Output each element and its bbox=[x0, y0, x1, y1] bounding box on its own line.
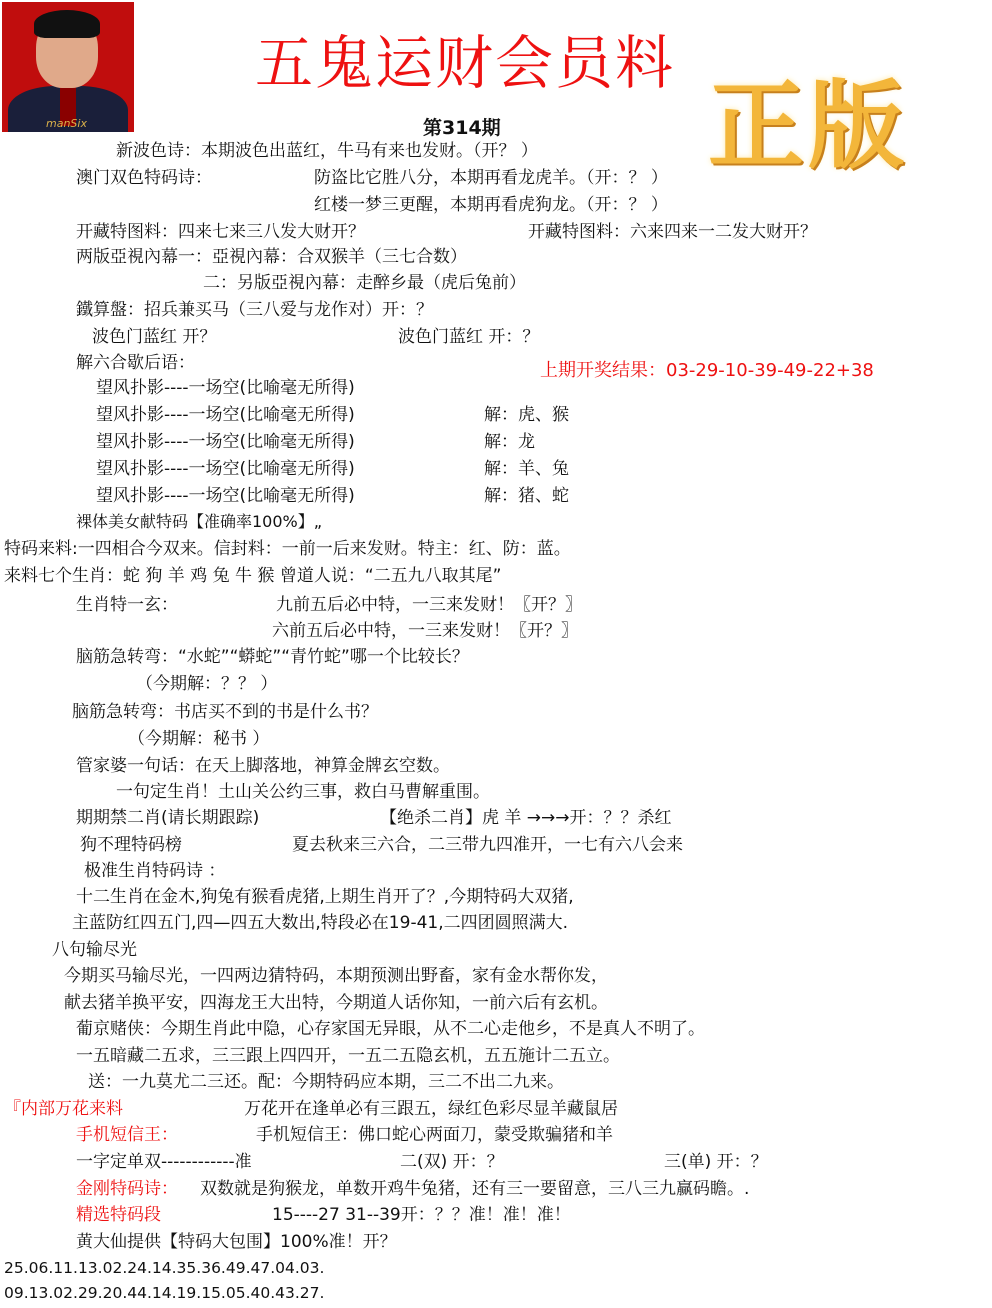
line-riddle-heading: 解六合歇后语： bbox=[76, 353, 195, 373]
line-brain-teaser-1: 脑筋急转弯：“水蛇”“蟒蛇”“青竹蛇”哪一个比较长？ bbox=[76, 647, 469, 667]
line-zodiac-mystery-label: 生肖特一玄： bbox=[76, 595, 178, 615]
line-riddle-5: 望风扑影----一场空(比喻毫无所得) bbox=[96, 486, 355, 506]
portrait-hair bbox=[34, 10, 100, 38]
line-selected-range: 15----27 31--39开：？？准！准！准！ bbox=[272, 1205, 571, 1225]
page-title: 五鬼运财会员料 bbox=[255, 29, 676, 97]
portrait-photo bbox=[2, 2, 134, 132]
line-vajra-poem: 双数就是狗猴龙，单数开鸡牛兔猪，还有三一要留意，三八三九赢码瞻。. bbox=[200, 1179, 750, 1199]
line-even-open: 二(双) 开：？ bbox=[400, 1152, 504, 1172]
line-accurate-poem-1: 十二生肖在金木,狗兔有猴看虎猪,上期生肖开了？,今期特码大双猪, bbox=[76, 887, 574, 907]
issue-number: 第314期 bbox=[423, 117, 501, 139]
line-accurate-poem-2: 主蓝防红四五门,四—四五大数出,特段必在19-41,二四团圆照满大. bbox=[72, 913, 569, 933]
line-one-zodiac: 一句定生肖！土山关公约三事，救白马曹解重围。 bbox=[116, 782, 490, 802]
line-riddle-4-answer: 解：羊、兔 bbox=[484, 459, 569, 479]
line-riddle-3-answer: 解：龙 bbox=[484, 432, 535, 452]
line-banned-two-label: 期期禁二肖(请长期跟踪) bbox=[76, 808, 260, 828]
line-banned-two: 【绝杀二肖】虎 羊 →→→开：？？杀红 bbox=[380, 808, 672, 828]
line-riddle-2: 望风扑影----一场空(比喻毫无所得) bbox=[96, 405, 355, 425]
line-macau-poem-label: 澳门双色特码诗： bbox=[76, 168, 212, 188]
line-send-match: 送：一九莫尤二三还。配：今期特码应本期，三二不出二九来。 bbox=[88, 1072, 564, 1092]
line-inner-flower-label: 『内部万花来料 bbox=[4, 1099, 123, 1119]
line-zodiac-mystery-2: 六前五后必中特，一三来发财！〖开？〗 bbox=[272, 621, 578, 641]
line-brain-teaser-2-answer: （今期解：秘书 ） bbox=[128, 729, 270, 749]
photo-caption: manSix bbox=[46, 117, 87, 130]
line-wave-door-1: 波色门蓝红 开？ bbox=[92, 327, 217, 347]
line-sms-king-label: 手机短信王： bbox=[76, 1125, 178, 1145]
line-hidden-pic-2: 开藏特图料：六来四来一二发大财开？ bbox=[528, 222, 817, 242]
line-brain-teaser-2: 脑筋急转弯：书店买不到的书是什么书？ bbox=[72, 702, 378, 722]
line-gou-bu-li: 夏去秋来三六合，二三带九四准开，一七有六八会来 bbox=[292, 835, 683, 855]
line-eight-sentences-heading: 八句输尽光 bbox=[52, 940, 137, 960]
line-special-code: 裸体美女献特码【准确率100%】„ bbox=[76, 512, 323, 531]
line-housekeeper: 管家婆一句话：在天上脚落地，神算金牌玄空数。 bbox=[76, 756, 450, 776]
line-hidden-pic-1: 开藏特图料：四来七来三八发大财开？ bbox=[76, 222, 365, 242]
line-riddle-3: 望风扑影----一场空(比喻毫无所得) bbox=[96, 432, 355, 452]
line-riddle-2-answer: 解：虎、猴 bbox=[484, 405, 569, 425]
line-accurate-poem-heading: 极准生肖特码诗 ： bbox=[84, 861, 226, 881]
line-zodiac-mystery-1: 九前五后必中特，一三来发财！〖开？〗 bbox=[276, 595, 582, 615]
line-abacus: 鐵算盤：招兵兼买马（三八爱与龙作对）开：？ bbox=[76, 300, 433, 320]
line-macau-poem-2: 红楼一梦三更醒，本期再看虎狗龙。（开：？ ） bbox=[314, 195, 668, 215]
line-riddle-5-answer: 解：猪、蛇 bbox=[484, 486, 569, 506]
line-selected-range-label: 精选特码段 bbox=[76, 1205, 161, 1225]
line-hidden-numbers: 一五暗藏二五求，三三跟上四四开，一五二五隐玄机，五五施计二五立。 bbox=[76, 1046, 620, 1066]
line-wave-color-poem: 新波色诗：本期波色出蓝红，牛马有来也发财。（开？ ） bbox=[116, 141, 538, 161]
number-list-2: 09.13.02.29.20.44.14.19.15.05.40.43.27. bbox=[4, 1284, 325, 1302]
last-draw-result: 上期开奖结果：03-29-10-39-49-22+38 bbox=[540, 360, 874, 381]
line-sms-king: 手机短信王：佛口蛇心两面刀，蒙受欺骗猪和羊 bbox=[256, 1125, 613, 1145]
line-atv-inside-1: 两版亞視內幕一：亞視內幕：合双猴羊（三七合数） bbox=[76, 247, 467, 267]
line-inner-flower: 万花开在逢单必有三跟五，绿红色彩尽显羊藏鼠居 bbox=[244, 1099, 618, 1119]
number-list-1: 25.06.11.13.02.24.14.35.36.49.47.04.03. bbox=[4, 1259, 325, 1277]
line-lisboa-gambler: 葡京赌侠：今期生肖此中隐，心存家国无异眼，从不二心走他乡，不是真人不明了。 bbox=[76, 1019, 705, 1039]
authentic-stamp: 正版 bbox=[708, 69, 908, 182]
line-odd-open: 三(单) 开：？ bbox=[664, 1152, 768, 1172]
line-wave-door-2: 波色门蓝红 开：？ bbox=[398, 327, 540, 347]
line-odd-even-label: 一字定单双------------准 bbox=[76, 1152, 252, 1172]
line-seven-zodiacs: 来料七个生肖：蛇 狗 羊 鸡 兔 牛 猴 曾道人说：“二五九八取其尾” bbox=[4, 566, 502, 586]
line-macau-poem-1: 防盗比它胜八分，本期再看龙虎羊。（开：？ ） bbox=[314, 168, 668, 188]
line-eight-sentences-2: 献去猪羊换平安，四海龙王大出特，今期道人话你知，一前六后有玄机。 bbox=[64, 993, 608, 1013]
line-riddle-1: 望风扑影----一场空(比喻毫无所得) bbox=[96, 378, 355, 398]
line-gou-bu-li-label: 狗不理特码榜 bbox=[80, 835, 182, 855]
line-riddle-4: 望风扑影----一场空(比喻毫无所得) bbox=[96, 459, 355, 479]
line-eight-sentences-1: 今期买马输尽光，一四两边猜特码，本期预测出野畜，家有金水帮你发， bbox=[64, 966, 608, 986]
line-special-source: 特码来料:一四相合今双来。信封料：一前一后来发财。特主：红、防：蓝。 bbox=[4, 539, 571, 559]
line-wong-tai-sin: 黄大仙提供【特码大包围】100%准！开？ bbox=[76, 1232, 397, 1252]
line-vajra-poem-label: 金刚特码诗： bbox=[76, 1179, 178, 1199]
line-brain-teaser-1-answer: （今期解：？？ ） bbox=[136, 674, 278, 694]
line-atv-inside-2: 二：另版亞視內幕：走醉乡最（虎后兔前） bbox=[203, 273, 526, 293]
